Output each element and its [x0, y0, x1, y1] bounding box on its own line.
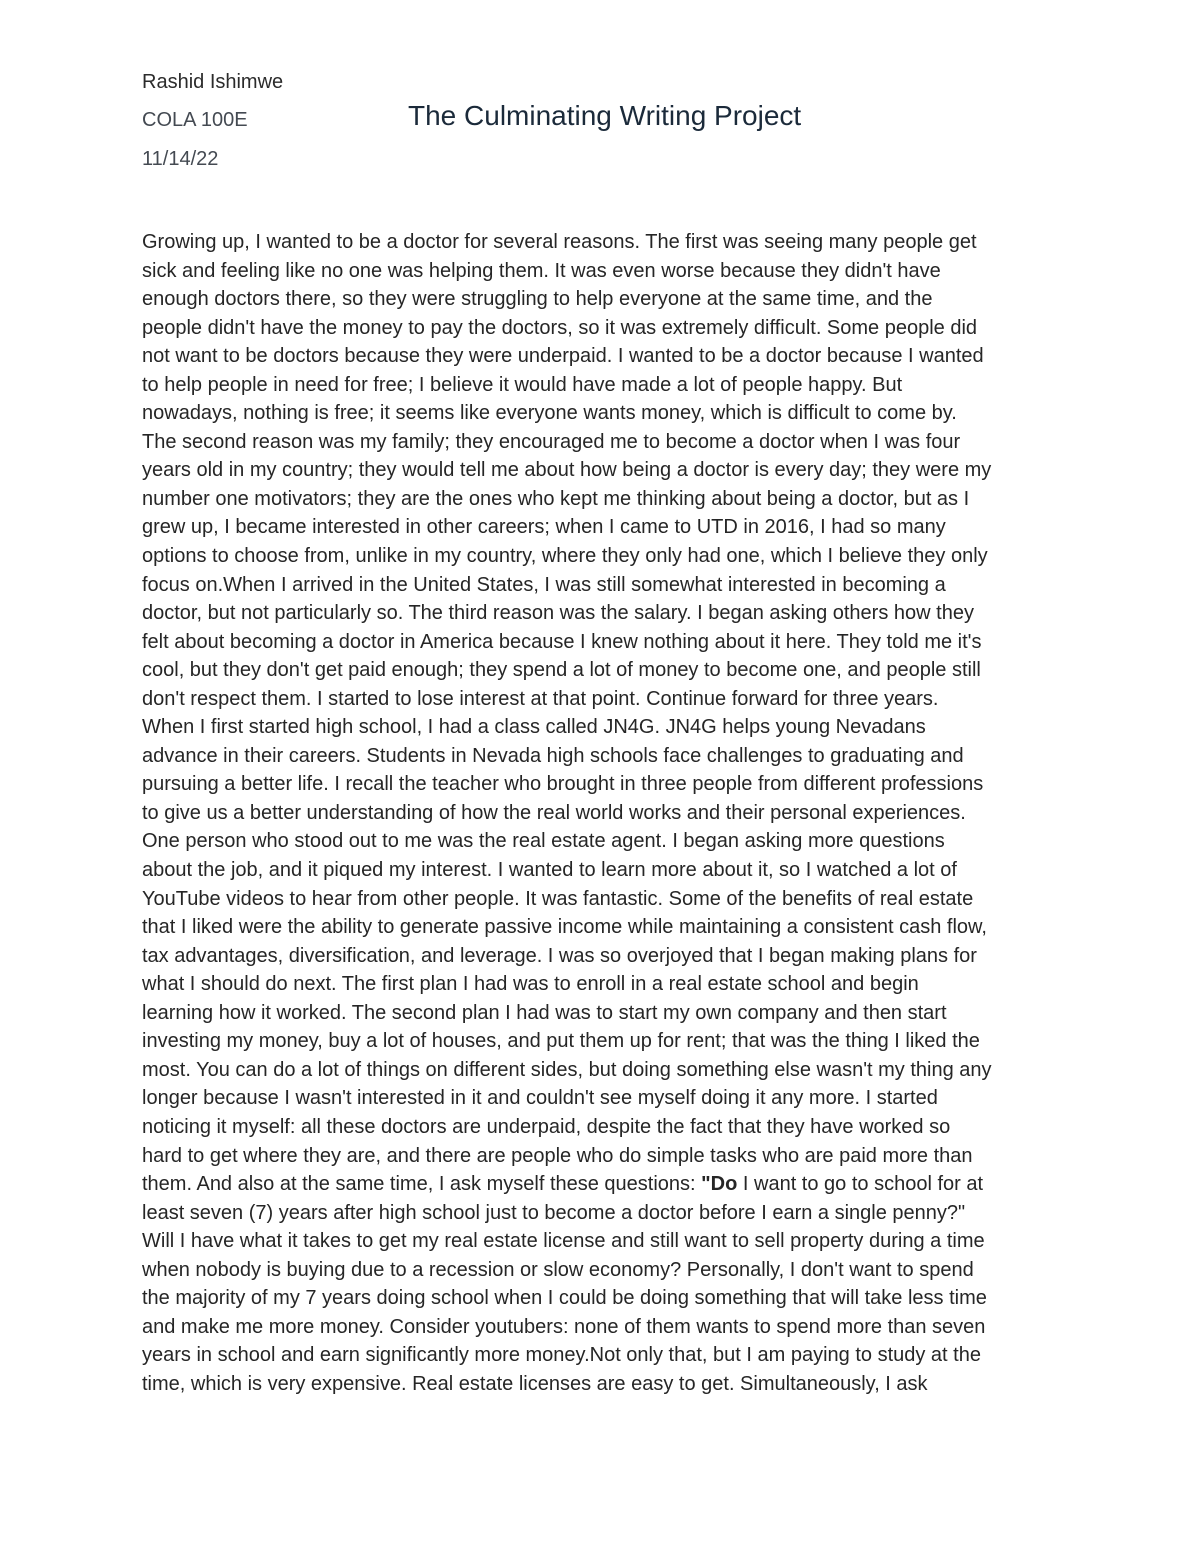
- essay-line: focus on.When I arrived in the United States, I was still somewhat interested in becoming a: [142, 573, 946, 596]
- essay-line: the majority of my 7 years doing school when I could be doing something that will take less time: [142, 1287, 987, 1310]
- essay-line: cool, but they don't get paid enough; they spend a lot of money to become one, and people still: [142, 659, 981, 682]
- essay-line: Growing up, I wanted to be a doctor for several reasons. The first was seeing many people get: [142, 231, 977, 253]
- essay-line: sick and feeling like no one was helping them. It was even worse because they didn't have: [142, 259, 941, 282]
- essay-lines-block: [142, 1199, 1082, 1399]
- document-date: 11/14/22: [142, 148, 219, 170]
- essay-line: Will I have what it takes to get my real estate license and still want to sell property during a time: [142, 1230, 985, 1253]
- essay-lines-block: [142, 228, 1082, 1170]
- essay-line: felt about becoming a doctor in America because I knew nothing about it here. They told me it's: [142, 630, 982, 653]
- essay-line: most. You can do a lot of things on different sides, but doing something else wasn't my thing any: [142, 1058, 992, 1081]
- essay-line: years old in my country; they would tell me about how being a doctor is every day; they were my: [142, 459, 992, 482]
- essay-line: to help people in need for free; I believe it would have made a lot of people happy. But: [142, 373, 903, 396]
- essay-line: time, which is very expensive. Real estate licenses are easy to get. Simultaneously, I ask: [142, 1372, 928, 1395]
- essay-line: that I liked were the ability to generate passive income while maintaining a consistent cash flow,: [142, 916, 987, 939]
- essay-body: [142, 228, 1082, 1398]
- essay-line: pursuing a better life. I recall the teacher who brought in three people from different professions: [142, 773, 984, 796]
- bold-quote-text: "Do: [701, 1173, 738, 1196]
- essay-line: noticing it myself: all these doctors are underpaid, despite the fact that they have worked so: [142, 1115, 951, 1138]
- course-code: COLA 100E: [142, 109, 248, 131]
- essay-line: YouTube videos to hear from other people. It was fantastic. Some of the benefits of real estate: [142, 887, 974, 910]
- essay-line: when nobody is buying due to a recession or slow economy? Personally, I don't want to spend: [142, 1258, 974, 1281]
- essay-line: When I first started high school, I had a class called JN4G. JN4G helps young Nevadans: [142, 716, 926, 739]
- essay-line: learning how it worked. The second plan I had was to start my own company and then start: [142, 1001, 947, 1024]
- essay-line: longer because I wasn't interested in it and couldn't see myself doing it any more. I started: [142, 1087, 938, 1110]
- essay-line: nowadays, nothing is free; it seems like everyone wants money, which is difficult to come by.: [142, 402, 957, 425]
- essay-line: what I should do next. The first plan I had was to enroll in a real estate school and begin: [142, 973, 919, 996]
- essay-line: doctor, but not particularly so. The third reason was the salary. I began asking others how they: [142, 602, 974, 625]
- essay-line: years in school and earn significantly more money.Not only that, but I am paying to study at the: [142, 1344, 981, 1367]
- essay-line: to give us a better understanding of how the real world works and their personal experiences.: [142, 801, 966, 824]
- essay-line: about the job, and it piqued my interest. I wanted to learn more about it, so I watched a lot of: [142, 859, 957, 882]
- essay-line: investing my money, buy a lot of houses, and put them up for rent; that was the thing I liked the: [142, 1030, 980, 1053]
- essay-line: options to choose from, unlike in my country, where they only had one, which I believe they only: [142, 545, 988, 568]
- essay-line: people didn't have the money to pay the doctors, so it was extremely difficult. Some people did: [142, 316, 978, 339]
- essay-line-text: them. And also at the same time, I ask myself these questions:: [142, 1173, 702, 1196]
- essay-line: number one motivators; they are the ones who kept me thinking about being a doctor, but as I: [142, 487, 970, 510]
- essay-line: The second reason was my family; they encouraged me to become a doctor when I was four: [142, 430, 961, 453]
- essay-line: don't respect them. I started to lose interest at that point. Continue forward for three years.: [142, 687, 939, 710]
- essay-line-text: I want to go to school for at: [737, 1173, 984, 1196]
- essay-line: One person who stood out to me was the real estate agent. I began asking more questions: [142, 830, 945, 853]
- essay-line: tax advantages, diversification, and leverage. I was so overjoyed that I began making plans for: [142, 944, 977, 967]
- document-title: The Culminating Writing Project: [408, 100, 802, 131]
- essay-line: enough doctors there, so they were struggling to help everyone at the same time, and the: [142, 288, 933, 311]
- essay-line: and make me more money. Consider youtubers: none of them wants to spend more than seven: [142, 1315, 986, 1338]
- essay-line: grew up, I became interested in other careers; when I came to UTD in 2016, I had so many: [142, 516, 946, 539]
- essay-line: hard to get where they are, and there are people who do simple tasks who are paid more than: [142, 1144, 973, 1167]
- essay-line: least seven (7) years after high school just to become a doctor before I earn a single penny?": [142, 1201, 966, 1224]
- essay-line: advance in their careers. Students in Nevada high schools face challenges to graduating and: [142, 744, 964, 767]
- author-name: Rashid Ishimwe: [142, 71, 284, 93]
- essay-line: not want to be doctors because they were underpaid. I wanted to be a doctor because I wanted: [142, 345, 984, 368]
- essay-line: [142, 1170, 1082, 1199]
